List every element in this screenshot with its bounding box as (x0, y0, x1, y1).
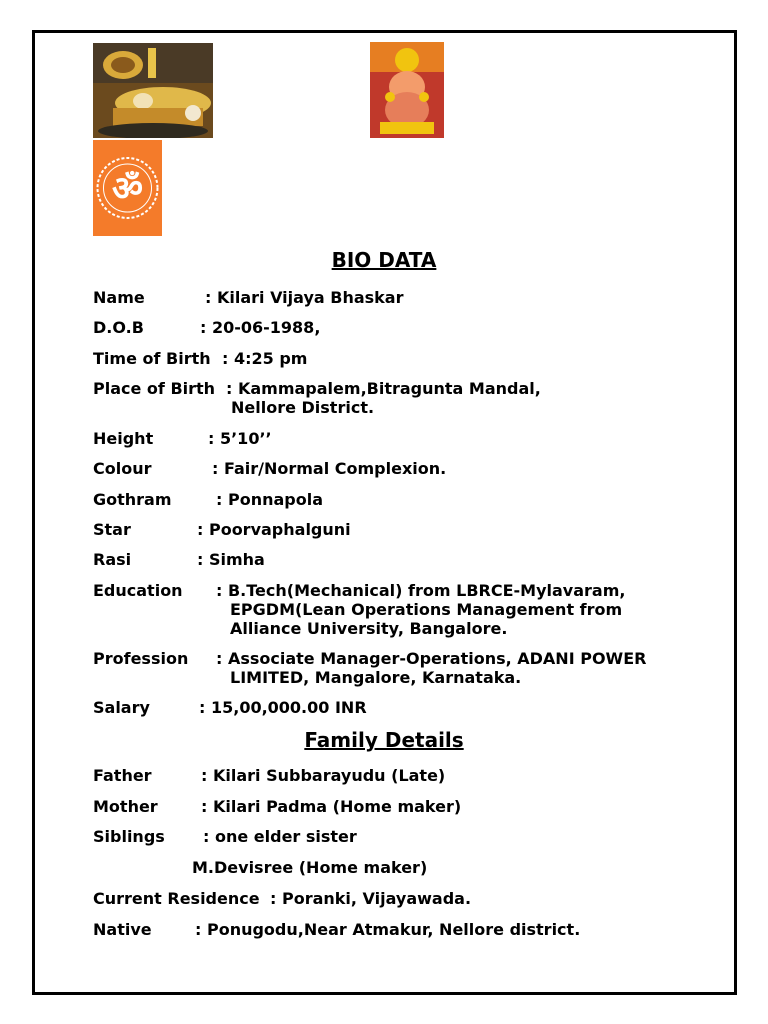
dob-label: D.O.B (93, 318, 144, 337)
rasi-label: Rasi (93, 550, 132, 569)
svg-text:ॐ: ॐ (111, 169, 144, 209)
siblings-value: : one elder sister (203, 827, 357, 846)
page-title: BIO DATA (331, 248, 437, 272)
profession-line2: LIMITED, Mangalore, Karnataka. (230, 668, 522, 687)
education-line2: EPGDM(Lean Operations Management from (230, 600, 623, 619)
height-value: : 5’10’’ (208, 429, 272, 448)
current-residence-value: : Poranki, Vijayawada. (270, 889, 472, 908)
place-of-birth-label: Place of Birth (93, 379, 216, 398)
ganesha-image (370, 42, 444, 138)
education-value: : B.Tech(Mechanical) from LBRCE-Mylavaram, (216, 581, 626, 600)
colour-label: Colour (93, 459, 152, 478)
time-of-birth-label: Time of Birth (93, 349, 211, 368)
siblings-line2: M.Devisree (Home maker) (192, 858, 428, 877)
salary-label: Salary (93, 698, 150, 717)
family-details-heading: Family Details (304, 728, 464, 752)
place-of-birth-line2: Nellore District. (231, 398, 375, 417)
place-of-birth-value: : Kammapalem,Bitragunta Mandal, (226, 379, 541, 398)
reclining-vishnu-image (93, 43, 213, 138)
mother-label: Mother (93, 797, 158, 816)
gothram-label: Gothram (93, 490, 172, 509)
star-value: : Poorvaphalguni (197, 520, 351, 539)
profession-label: Profession (93, 649, 189, 668)
native-label: Native (93, 920, 152, 939)
name-label: Name (93, 288, 145, 307)
name-value: : Kilari Vijaya Bhaskar (205, 288, 404, 307)
rasi-value: : Simha (197, 550, 265, 569)
siblings-label: Siblings (93, 827, 165, 846)
education-label: Education (93, 581, 183, 600)
star-label: Star (93, 520, 131, 539)
native-value: : Ponugodu,Near Atmakur, Nellore district. (195, 920, 581, 939)
father-value: : Kilari Subbarayudu (Late) (201, 766, 446, 785)
education-line3: Alliance University, Bangalore. (230, 619, 508, 638)
height-label: Height (93, 429, 154, 448)
time-of-birth-value: : 4:25 pm (222, 349, 308, 368)
salary-value: : 15,00,000.00 INR (199, 698, 367, 717)
gothram-value: : Ponnapola (216, 490, 323, 509)
current-residence-label: Current Residence (93, 889, 260, 908)
mother-value: : Kilari Padma (Home maker) (201, 797, 462, 816)
dob-value: : 20-06-1988, (200, 318, 321, 337)
profession-value: : Associate Manager-Operations, ADANI POWER (216, 649, 647, 668)
father-label: Father (93, 766, 152, 785)
om-symbol-image (93, 140, 162, 236)
colour-value: : Fair/Normal Complexion. (212, 459, 447, 478)
